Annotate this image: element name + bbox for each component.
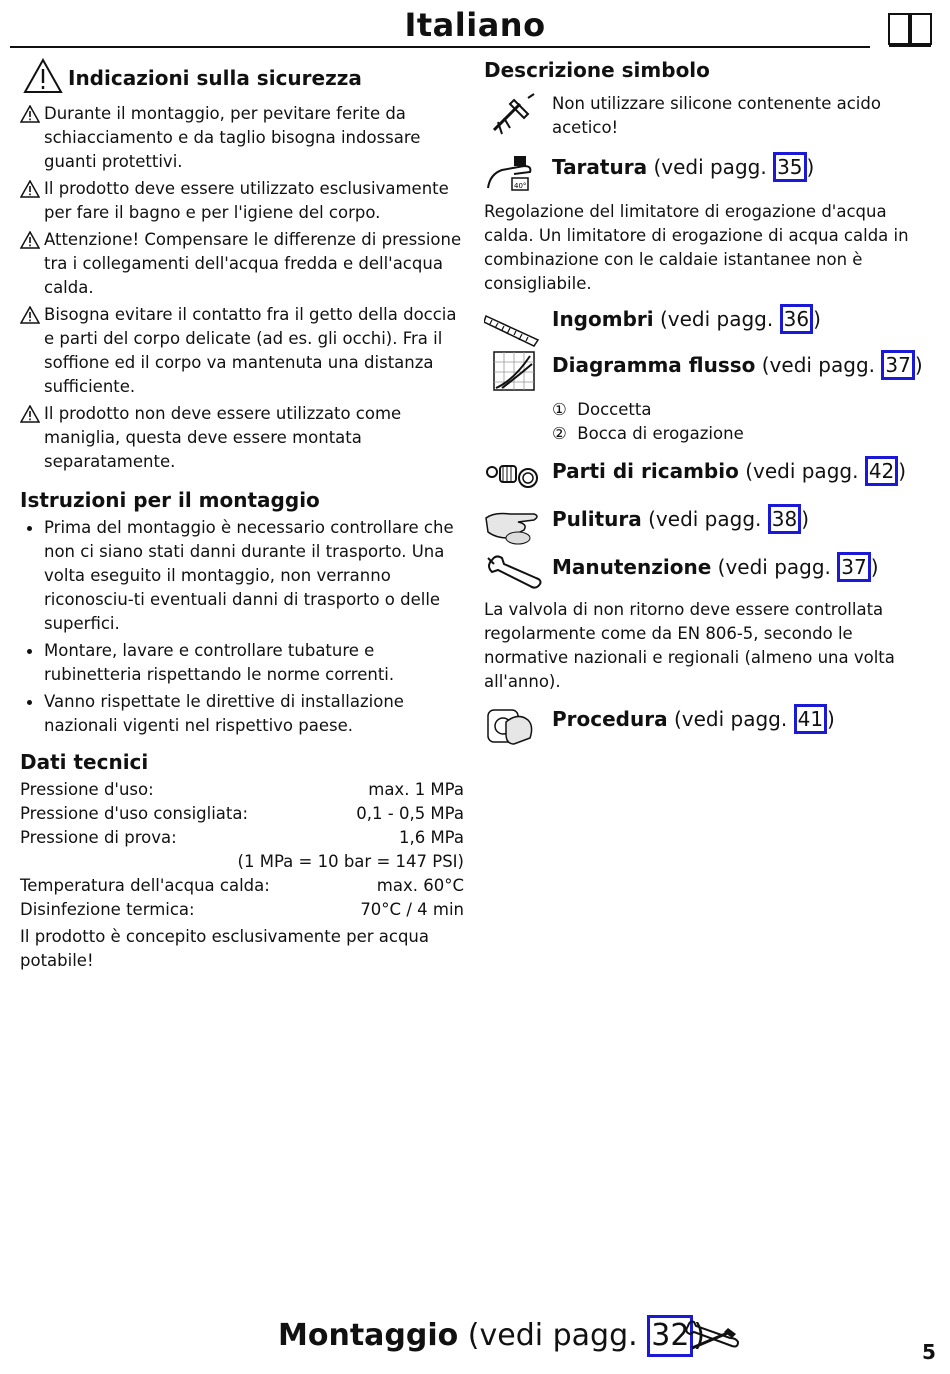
symbol-diagramma: [484, 350, 924, 390]
pulitura-heading: [552, 504, 924, 534]
book-icon: [887, 10, 933, 48]
spare-parts-icon: [484, 456, 546, 500]
pulitura-label: Pulitura: [552, 507, 642, 531]
warning-icon: [20, 306, 40, 324]
bullet-icon: [27, 700, 32, 705]
symbol-manutenzione: [484, 552, 924, 592]
symbol-procedura: [484, 704, 924, 744]
vedi-text: (vedi pagg.: [761, 353, 876, 377]
list-item: [20, 228, 464, 300]
diagramma-heading: [552, 350, 924, 380]
legend-text: Bocca di erogazione: [577, 424, 744, 443]
page-title: Italiano: [404, 6, 546, 44]
warning-icon: [20, 105, 40, 123]
safety-item-text: Il prodotto non deve essere utilizzato come maniglia, questa deve essere montata separatamente.: [44, 404, 402, 471]
right-column: [484, 58, 924, 744]
vedi-text: (vedi pagg.: [659, 307, 774, 331]
vedi-text: (vedi pagg.: [745, 459, 859, 483]
diagram-legend: [552, 398, 924, 446]
vedi-text: (vedi pagg.: [648, 507, 762, 531]
manutenzione-heading: [552, 552, 924, 582]
safety-item-text: Attenzione! Compensare le differenze di pressione tra i collegamenti dell'acqua fredda e dell'acqua calda.: [44, 230, 462, 297]
list-item: [20, 690, 464, 738]
legend-item: [552, 398, 924, 422]
ricambio-label: Parti di ricambio: [552, 459, 739, 483]
symbol-silicone: [484, 92, 924, 140]
svg-text:40°: 40°: [514, 182, 527, 190]
warning-large-icon: [23, 58, 63, 94]
tech-row: [20, 898, 464, 922]
symbol-ricambio: [484, 456, 924, 496]
install-title: Istruzioni per il montaggio: [20, 488, 320, 512]
page-link-taratura[interactable]: 35: [773, 152, 806, 182]
safety-item-text: Il prodotto deve essere utilizzato esclusivamente per fare il bagno e per l'igiene del corpo.: [44, 179, 449, 222]
header-rule: [10, 46, 870, 48]
tech-label: Pressione di prova:: [20, 828, 177, 847]
legend-text: Doccetta: [577, 400, 652, 419]
diagramma-label: Diagramma flusso: [552, 353, 756, 377]
page-number: 5: [922, 1340, 936, 1364]
procedura-label: Procedura: [552, 707, 668, 731]
list-item: [20, 639, 464, 687]
left-column: [20, 60, 464, 973]
paren-close: ): [914, 353, 923, 377]
tech-note: Il prodotto è concepito esclusivamente per acqua potabile!: [20, 927, 429, 970]
tech-value: 70°C / 4 min: [360, 900, 464, 919]
manutenzione-text: La valvola di non ritorno deve essere controllata regolarmente come da EN 806-5, secondo le normative nazionali e regionali (almeno una volta all'anno).: [484, 600, 895, 691]
safety-item-text: Durante il montaggio, per pevitare ferite da schiacciamento e da taglio bisogna indossare guanti protettivi.: [44, 104, 421, 171]
manutenzione-label: Manutenzione: [552, 555, 712, 579]
ingombri-label: Ingombri: [552, 307, 654, 331]
flow-diagram-icon: [484, 350, 546, 394]
page-link-montaggio[interactable]: 32: [647, 1315, 693, 1357]
legend-number: ②: [552, 424, 567, 443]
footer-label: Montaggio: [278, 1318, 459, 1353]
paren-close: ): [801, 507, 810, 531]
tech-label: Pressione d'uso:: [20, 780, 154, 799]
taratura-text: Regolazione del limitatore di erogazione d'acqua calda. Un limitatore di erogazione di acqua calda in combinazione con le caldaie istantanee non è consigliabile.: [484, 202, 909, 293]
vedi-text: (vedi pagg.: [653, 155, 767, 179]
install-item-text: Montare, lavare e controllare tubature e rubinetteria rispettando le norme correnti.: [44, 641, 395, 684]
tech-value: 0,1 - 0,5 MPa: [356, 804, 464, 823]
tech-value: max. 60°C: [376, 876, 464, 895]
paren-close: ): [827, 707, 835, 731]
paren-close: ): [813, 307, 821, 331]
tech-value: max. 1 MPa: [368, 780, 464, 799]
safety-item-text: Bisogna evitare il contatto fra il getto della doccia e parti del corpo delicate (ad es. gli occhi). Fra il soffione ed il corpo va mantenuta una distanza sufficiente.: [44, 305, 457, 396]
tech-value: 1,6 MPa: [398, 828, 464, 847]
tech-row: [20, 778, 464, 802]
list-item: [20, 516, 464, 636]
page-link-procedura[interactable]: 41: [794, 704, 827, 734]
legend-item: [552, 422, 924, 446]
list-item: [20, 402, 464, 474]
install-item-text: Prima del montaggio è necessario controllare che non ci siano stati danni durante il trasporto. Una volta eseguito il montaggio, non verranno riconosciu-ti eventuali danni di trasporto o delle superfici.: [44, 518, 454, 633]
tech-label: Temperatura dell'acqua calda:: [20, 876, 270, 895]
tech-row: [20, 874, 464, 898]
footer-vedi: (vedi pagg.: [467, 1318, 638, 1353]
silicone-text: Non utilizzare silicone contenente acido acetico!: [552, 94, 881, 137]
symbol-ingombri: [484, 304, 924, 344]
list-item: [20, 303, 464, 399]
page-link-pulitura[interactable]: 38: [768, 504, 801, 534]
legend-number: ①: [552, 400, 567, 419]
safety-title: Indicazioni sulla sicurezza: [68, 66, 362, 90]
footer-close: ): [693, 1318, 706, 1353]
vedi-text: (vedi pagg.: [673, 707, 788, 731]
bullet-icon: [27, 649, 32, 654]
silicone-gun-icon: [484, 92, 546, 136]
vedi-text: (vedi pagg.: [717, 555, 831, 579]
paren-close: ): [898, 459, 907, 483]
bullet-icon: [27, 526, 32, 531]
tech-label: Disinfezione termica:: [20, 900, 195, 919]
tools-icon: [684, 1318, 740, 1356]
warning-icon: [20, 231, 40, 249]
footer-montaggio: [278, 1314, 705, 1358]
taratura-label: Taratura: [552, 155, 648, 179]
list-item: [20, 177, 464, 225]
list-item: [20, 102, 464, 174]
tech-row: [20, 802, 464, 826]
tech-label: Pressione d'uso consigliata:: [20, 804, 249, 823]
calibration-hand-icon: [484, 152, 546, 196]
ricambio-heading: [552, 456, 924, 486]
procedure-hand-icon: [484, 704, 546, 748]
symbols-title: Descrizione simbolo: [484, 58, 710, 82]
install-section: [20, 484, 464, 738]
symbol-taratura: [484, 152, 924, 192]
paren-close: ): [806, 155, 815, 179]
safety-section: [20, 60, 464, 474]
paren-close: ): [870, 555, 879, 579]
page-link-ricambio[interactable]: 42: [865, 456, 898, 486]
symbol-pulitura: [484, 504, 924, 544]
tech-row: [20, 826, 464, 850]
wrench-icon: [484, 552, 546, 596]
page-link-diagramma[interactable]: 37: [881, 350, 914, 380]
tech-conversion: (1 MPa = 10 bar = 147 PSI): [237, 852, 464, 871]
safety-list: [20, 102, 464, 474]
warning-icon: [20, 405, 40, 423]
ingombri-heading: [552, 304, 924, 334]
tech-section: [20, 746, 464, 973]
install-item-text: Vanno rispettate le direttive di installazione nazionali vigenti nel rispettivo paese.: [44, 692, 404, 735]
page-link-manutenzione[interactable]: 37: [837, 552, 870, 582]
cleaning-hand-icon: [484, 504, 546, 548]
taratura-heading: [552, 152, 924, 182]
tech-title: Dati tecnici: [20, 750, 149, 774]
page-link-ingombri[interactable]: 36: [780, 304, 813, 334]
procedura-heading: [552, 704, 924, 734]
warning-icon: [20, 180, 40, 198]
ruler-icon: [484, 304, 546, 348]
